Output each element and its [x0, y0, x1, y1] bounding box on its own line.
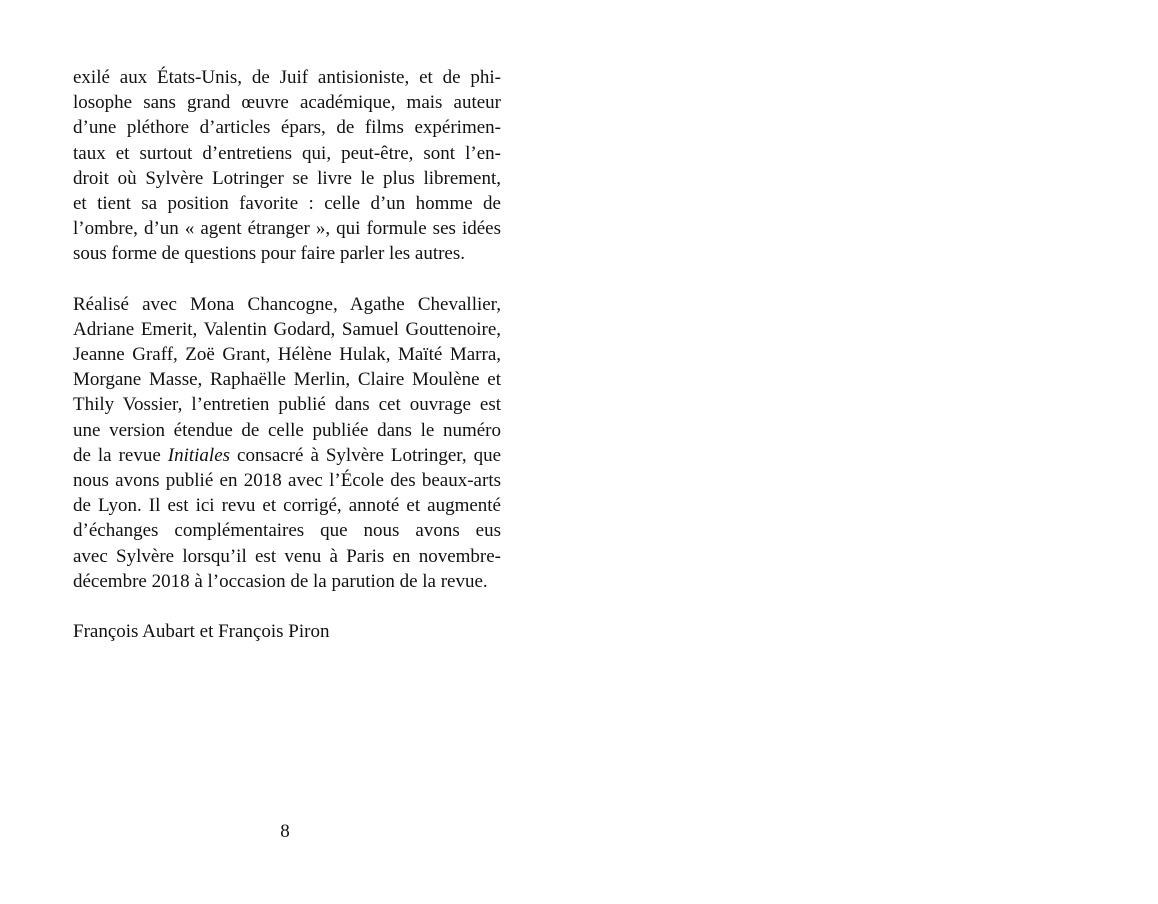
text-line: Morgane Masse, Raphaëlle Merlin, Claire Moulène et — [73, 369, 501, 391]
text-line: d’une pléthore d’articles épars, de films expérimen- — [73, 117, 501, 139]
text-line: décembre 2018 à l’occasion de la parution de la revue. — [73, 570, 488, 592]
paragraph-credits — [73, 292, 501, 594]
text-line: taux et surtout d’entretiens qui, peut-être, sont l’en- — [73, 142, 501, 164]
text-line-with-title — [73, 443, 501, 468]
paragraph-gap — [73, 267, 501, 292]
text-fragment: consacré à Sylvère Lotringer, que — [237, 444, 502, 466]
text-line: d’échanges complémentaires que nous avons eus — [73, 520, 501, 542]
text-line: Adriane Emerit, Valentin Godard, Samuel Gouttenoire, — [73, 318, 501, 340]
text-line: Thily Vossier, l’entretien publié dans cet ouvrage est — [73, 394, 501, 416]
text-line: droit où Sylvère Lotringer se livre le plus librement, — [73, 167, 501, 189]
text-line: nous avons publié en 2018 avec l’École des beaux-arts — [73, 470, 501, 491]
page-number: 8 — [280, 821, 290, 842]
body-text — [73, 65, 501, 644]
text-line: et tient sa position favorite : celle d’un homme de — [73, 192, 501, 214]
text-line: losophe sans grand œuvre académique, mais auteur — [73, 92, 501, 114]
text-line: de Lyon. Il est ici revu et corrigé, annoté et augmenté — [73, 495, 501, 517]
journal-title: Initiales — [167, 444, 231, 466]
text-line: Réalisé avec Mona Chancogne, Agathe Chevallier, — [73, 293, 501, 315]
signature: François Aubart et François Piron — [73, 621, 330, 643]
text-line: Jeanne Graff, Zoë Grant, Hélène Hulak, Maïté Marra, — [73, 344, 501, 366]
text-line: exilé aux États-Unis, de Juif antisioniste, et de phi- — [73, 67, 501, 88]
paragraph-gap — [73, 594, 501, 619]
text-line: une version étendue de celle publiée dans le numéro — [73, 419, 501, 441]
text-line: avec Sylvère lorsqu’il est venu à Paris en novembre- — [73, 545, 501, 567]
paragraph-intro-continuation — [73, 65, 501, 267]
text-line: sous forme de questions pour faire parler les autres. — [73, 243, 466, 265]
text-line: l’ombre, d’un « agent étranger », qui formule ses idées — [73, 218, 501, 240]
text-fragment: de la revue — [73, 444, 161, 466]
